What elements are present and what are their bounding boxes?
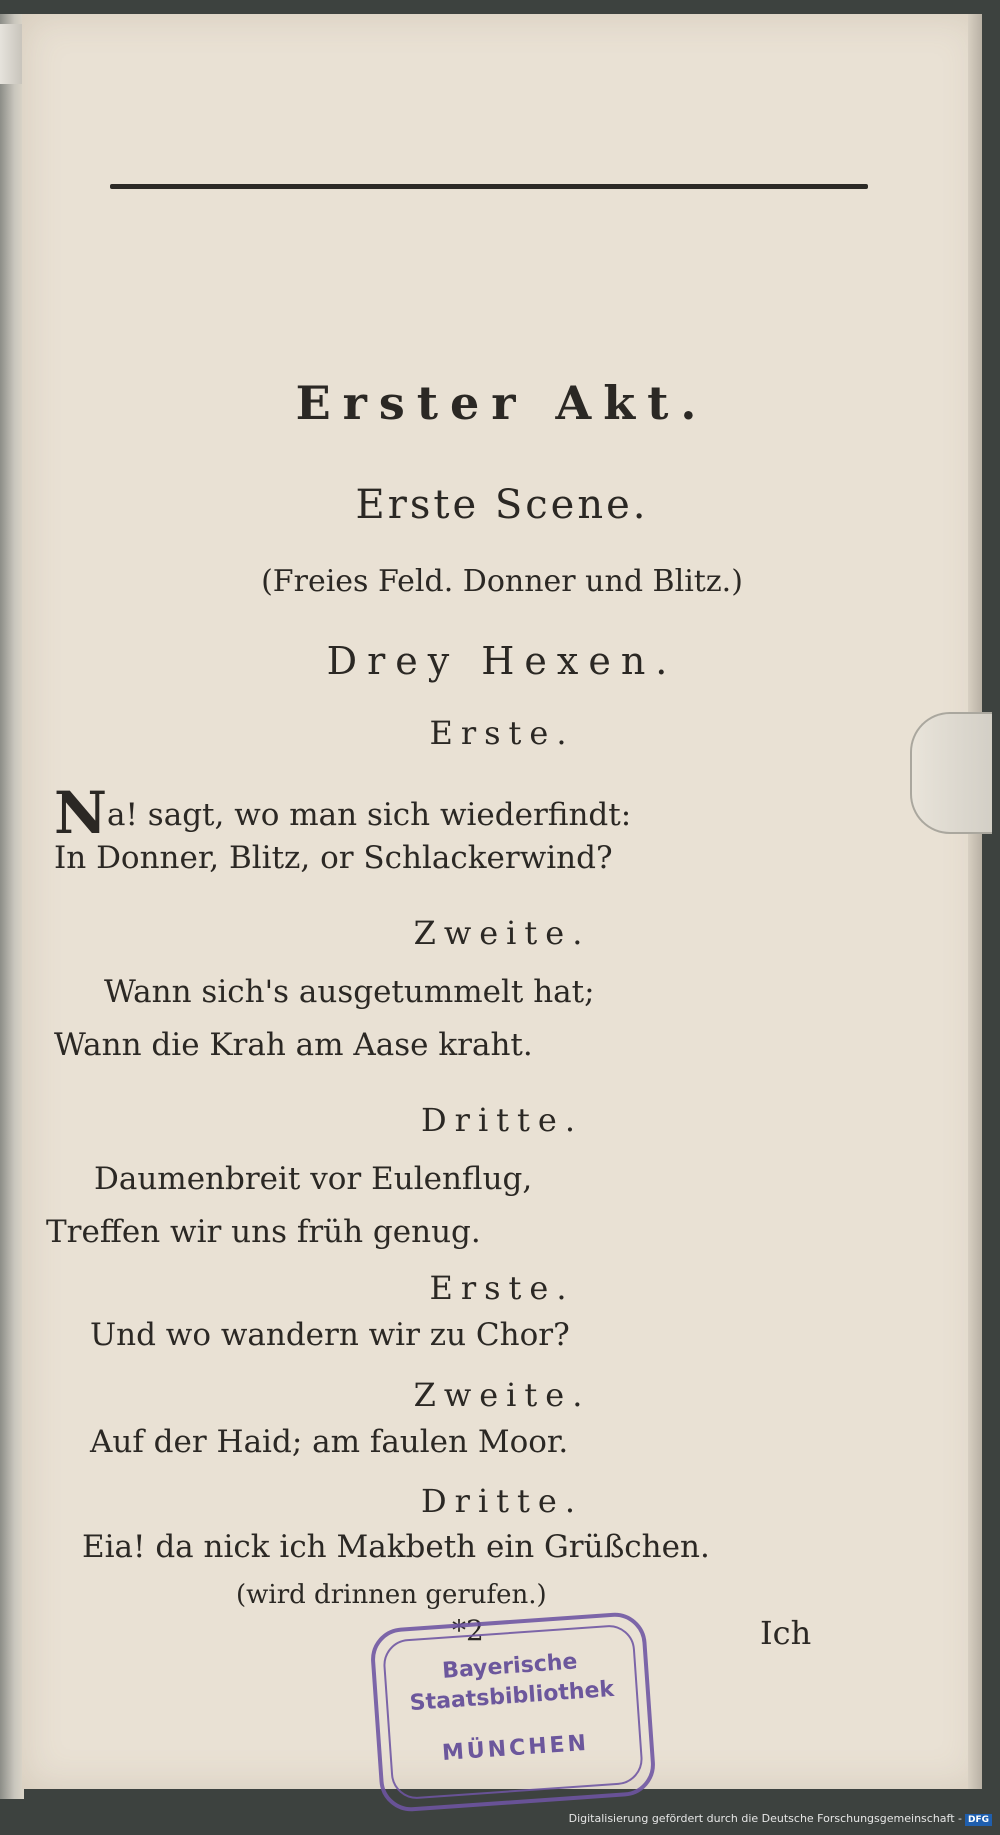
catchword: Ich (760, 1614, 812, 1652)
book-page (22, 14, 982, 1789)
stamp-line: MÜNCHEN (441, 1730, 590, 1767)
page-clip (910, 712, 992, 834)
verse-line: Und wo wandern wir zu Chor? (90, 1317, 570, 1353)
digitization-credit (569, 1812, 992, 1826)
signature-mark: *2 (452, 1614, 484, 1647)
scene-title: Erste Scene. (355, 482, 649, 528)
stage-note: (wird drinnen gerufen.) (236, 1580, 547, 1610)
dfg-badge: DFG (965, 1814, 992, 1826)
stamp-line: Staatsbibliothek (408, 1676, 615, 1717)
credit-text: Digitalisierung gefördert durch die Deutsche Forschungsgemeinschaft - (568, 1812, 962, 1825)
cast-list: Drey Hexen. (326, 639, 678, 683)
stamp-line: Bayerische (441, 1649, 579, 1684)
verse-line: Wann die Krah am Aase kraht. (54, 1027, 533, 1063)
speaker-label: Erste. (429, 714, 575, 752)
speaker-label: Erste. (429, 1269, 575, 1307)
drop-cap: N (54, 779, 108, 847)
verse-line: Treffen wir uns früh genug. (46, 1214, 481, 1250)
book-spine (0, 14, 24, 1799)
verse-line (54, 779, 632, 847)
page-edge (968, 14, 982, 1789)
verse-line: Auf der Haid; am faulen Moor. (90, 1424, 569, 1460)
library-stamp (369, 1611, 657, 1814)
speaker-label: Zweite. (413, 1376, 591, 1414)
verse-line: In Donner, Blitz, or Schlackerwind? (54, 840, 613, 876)
verse-line: Daumenbreit vor Eulenflug, (94, 1161, 533, 1197)
verse-line-text: a! sagt, wo man sich wiederfindt: (107, 797, 632, 833)
header-rule (110, 184, 868, 189)
verse-line: Wann sich's ausgetummelt hat; (104, 974, 595, 1010)
speaker-label: Dritte. (420, 1482, 583, 1520)
verse-line: Eia! da nick ich Makbeth ein Grüßchen. (82, 1529, 710, 1565)
stage-direction: (Freies Feld. Donner und Blitz.) (261, 564, 743, 599)
speaker-label: Dritte. (420, 1101, 583, 1139)
speaker-label: Zweite. (413, 914, 591, 952)
act-title: Erster Akt. (295, 376, 709, 430)
